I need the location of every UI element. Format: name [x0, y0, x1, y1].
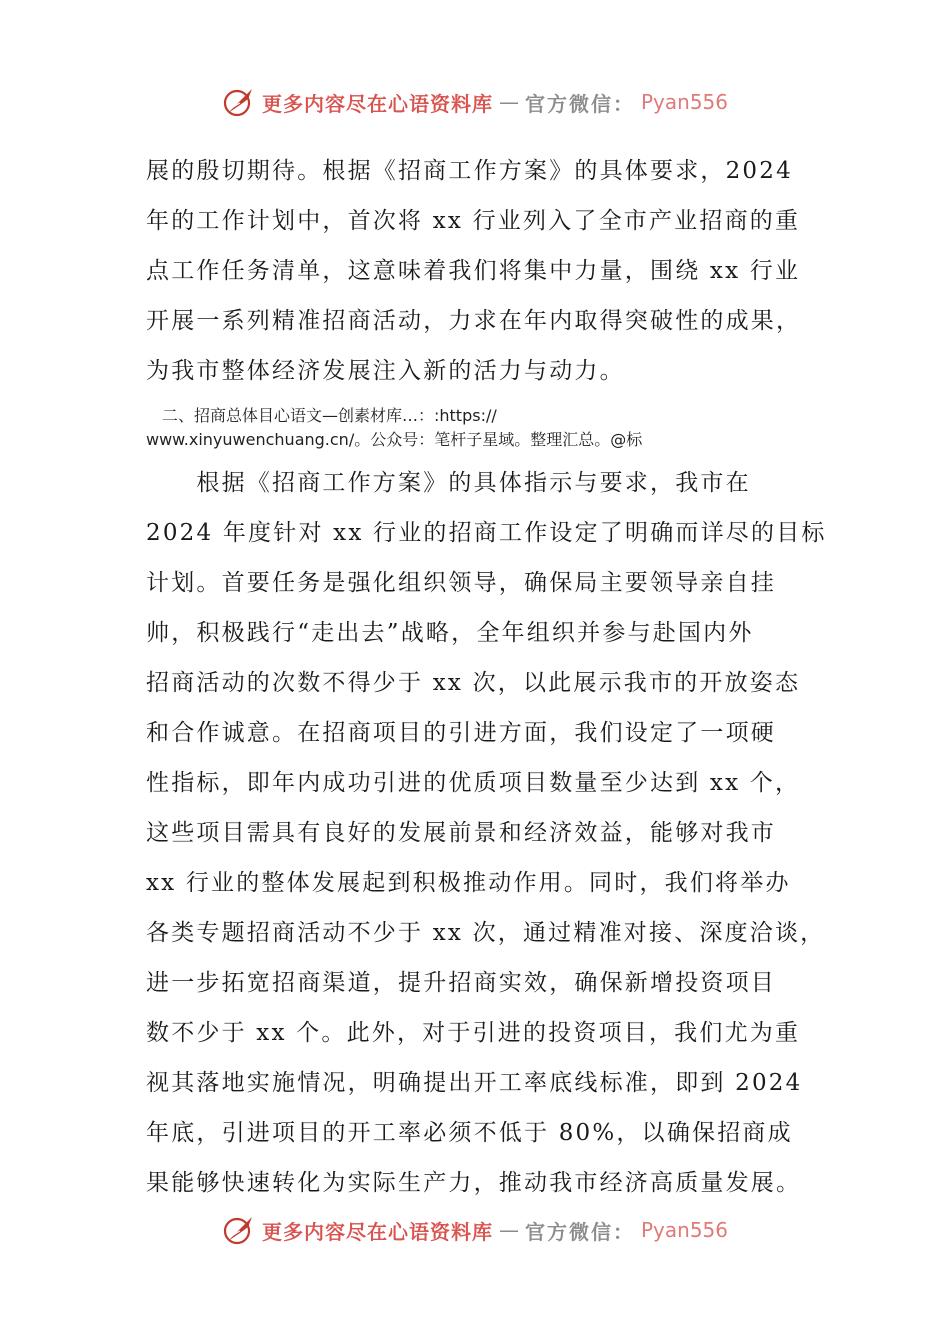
banner-separator: —: [498, 1218, 519, 1242]
banner-separator: —: [498, 90, 519, 114]
text-line: 果能够快速转化为实际生产力，推动我市经济高质量发展。: [146, 1170, 802, 1196]
paragraph-2: [146, 458, 827, 1208]
text-line: 点工作任务清单，这意味着我们将集中力量，围绕 xx 行业: [146, 258, 801, 284]
text-line: 这些项目需具有良好的发展前景和经济效益，能够对我市: [146, 820, 776, 846]
text-line: 年底，引进项目的开工率必须不低于 80%，以确保招商成: [146, 1120, 793, 1146]
section-heading: [146, 404, 806, 452]
document-body: [146, 146, 827, 1208]
text-line: 和合作诚意。在招商项目的引进方面，我们设定了一项硬: [146, 720, 776, 746]
wechat-label: 官方微信：: [524, 91, 635, 116]
site-name: 更多内容尽在心语资料库: [261, 1219, 493, 1244]
text-line: xx 行业的整体发展起到积极推动作用。同时，我们将举办: [146, 870, 791, 896]
footer-banner: [0, 1210, 950, 1250]
text-line: 帅，积极践行“走出去”战略，全年组织并参与赴国内外: [146, 620, 754, 646]
text-line: 开展一系列精准招商活动，力求在年内取得突破性的成果，: [146, 308, 802, 334]
text-line: 性指标，即年内成功引进的优质项目数量至少达到 xx 个，: [146, 770, 801, 796]
text-line: 招商活动的次数不得少于 xx 次，以此展示我市的开放姿态: [146, 670, 801, 696]
wechat-id: Pyan556: [640, 1218, 728, 1242]
header-banner: [0, 82, 950, 122]
heading-line-2: www.xinyuwenchuang.cn/。公众号：笔杆子星域。整理汇总。@标: [146, 430, 643, 449]
wechat-label: 官方微信：: [524, 1219, 635, 1244]
text-line: 进一步拓宽招商渠道，提升招商实效，确保新增投资项目: [146, 970, 776, 996]
quill-logo-icon: [222, 85, 256, 119]
paragraph-1: [146, 146, 806, 396]
text-line: 计划。首要任务是强化组织领导，确保局主要领导亲自挂: [146, 570, 776, 596]
text-line: 视其落地实施情况，明确提出开工率底线标准，即到 2024: [146, 1070, 803, 1096]
text-line: 根据《招商工作方案》的具体指示与要求，我市在: [146, 470, 751, 496]
text-line: 展的殷切期待。根据《招商工作方案》的具体要求，2024: [146, 158, 793, 184]
text-line: 各类专题招商活动不少于 xx 次，通过精准对接、深度洽谈，: [146, 920, 826, 946]
site-name: 更多内容尽在心语资料库: [261, 91, 493, 116]
text-line: 2024 年度针对 xx 行业的招商工作设定了明确而详尽的目标: [146, 520, 827, 546]
wechat-id: Pyan556: [640, 90, 728, 114]
text-line: 为我市整体经济发展注入新的活力与动力。: [146, 358, 625, 384]
quill-logo-icon: [222, 1213, 256, 1247]
heading-line-1: 二、招商总体目心语文—创素材库…：:https://: [162, 406, 497, 425]
text-line: 数不少于 xx 个。此外，对于引进的投资项目，我们尤为重: [146, 1020, 801, 1046]
text-line: 年的工作计划中，首次将 xx 行业列入了全市产业招商的重: [146, 208, 801, 234]
